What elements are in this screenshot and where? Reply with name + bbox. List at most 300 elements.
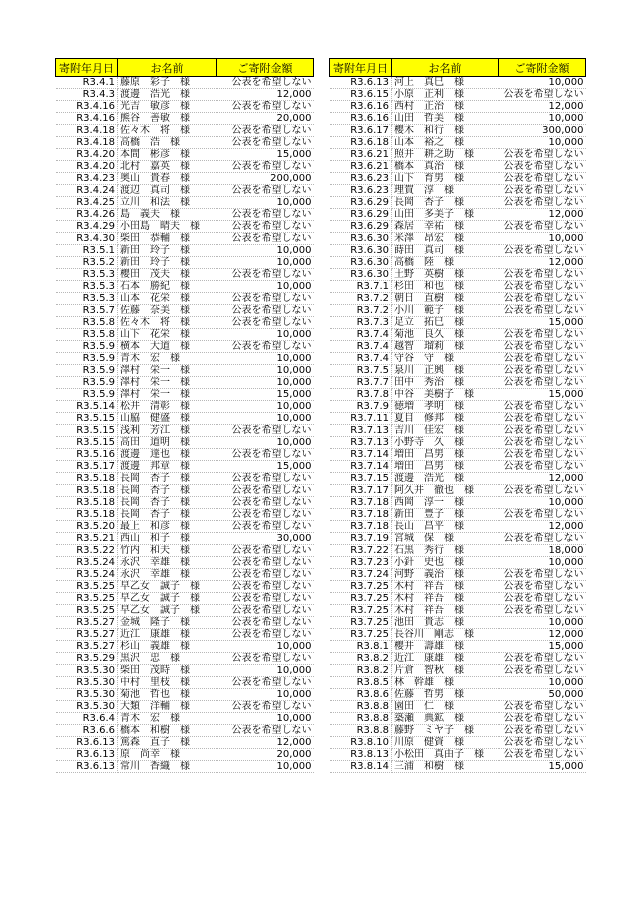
donor-name: 櫻木 和行 様 (392, 125, 499, 137)
donor-name: 菊池 良久 様 (392, 329, 499, 341)
table-row (56, 113, 314, 125)
table-row (330, 281, 586, 293)
donation-amount: 15,000 (499, 317, 586, 329)
table-row (56, 209, 314, 221)
donation-amount: 10,000 (217, 689, 314, 701)
donation-table-right (329, 58, 586, 773)
donor-name: 渡辺 真司 様 (118, 185, 217, 197)
donation-date: R3.7.25 (330, 593, 392, 605)
donation-amount: 公表を希望しない (499, 293, 586, 305)
donation-amount: 公表を希望しない (499, 749, 586, 761)
donor-name: 築瀬 典鉱 様 (392, 713, 499, 725)
donation-amount: 公表を希望しない (499, 149, 586, 161)
table-row (330, 521, 586, 533)
table-row (330, 245, 586, 257)
donor-name: 立川 和法 様 (118, 197, 217, 209)
table-row (330, 569, 586, 581)
donation-amount: 公表を希望しない (217, 617, 314, 629)
donation-date: R3.6.13 (56, 761, 118, 773)
donation-amount: 公表を希望しない (217, 485, 314, 497)
donation-date: R3.5.18 (56, 485, 118, 497)
table-row (56, 317, 314, 329)
donation-amount: 公表を希望しない (217, 605, 314, 617)
table-row (56, 305, 314, 317)
donation-amount: 10,000 (499, 233, 586, 245)
table-row (330, 173, 586, 185)
donor-name: 西村 正治 様 (392, 101, 499, 113)
donor-name: 木村 祥吾 様 (392, 593, 499, 605)
donation-amount: 公表を希望しない (217, 521, 314, 533)
donation-date: R3.6.30 (330, 245, 392, 257)
donation-amount: 公表を希望しない (217, 233, 314, 245)
donation-date: R3.6.30 (330, 233, 392, 245)
donor-name: 本間 彬彦 様 (118, 149, 217, 161)
header-row (330, 59, 586, 77)
table-row (56, 713, 314, 725)
table-row (330, 221, 586, 233)
donation-date: R3.6.4 (56, 713, 118, 725)
table-row (56, 137, 314, 149)
table-row (330, 593, 586, 605)
donation-amount: 公表を希望しない (217, 677, 314, 689)
table-row (330, 365, 586, 377)
donor-name: 杉田 和也 様 (392, 281, 499, 293)
donor-name: 増田 昌男 様 (392, 449, 499, 461)
donation-amount: 公表を希望しない (499, 509, 586, 521)
table-row (56, 77, 314, 89)
donation-amount: 公表を希望しない (217, 581, 314, 593)
donor-name: 原 尚幸 様 (118, 749, 217, 761)
donation-amount: 30,000 (217, 533, 314, 545)
donor-name: 蒔田 真司 様 (392, 245, 499, 257)
donation-amount: 公表を希望しない (499, 161, 586, 173)
donation-date: R3.6.29 (330, 197, 392, 209)
donor-name: 橋本 和樹 様 (118, 725, 217, 737)
donation-amount: 10,000 (217, 365, 314, 377)
table-row (56, 233, 314, 245)
donation-amount: 公表を希望しない (499, 437, 586, 449)
donation-date: R3.5.22 (56, 545, 118, 557)
donor-name: 長山 昌平 様 (392, 521, 499, 533)
donation-date: R3.8.2 (330, 665, 392, 677)
donation-amount: 公表を希望しない (217, 77, 314, 89)
donation-date: R3.6.13 (330, 77, 392, 89)
donor-name: 泉川 正興 様 (392, 365, 499, 377)
donation-date: R3.6.29 (330, 209, 392, 221)
table-row (56, 173, 314, 185)
donation-amount: 15,000 (499, 641, 586, 653)
table-row (56, 473, 314, 485)
donation-amount: 50,000 (499, 689, 586, 701)
donation-amount: 12,000 (499, 257, 586, 269)
donor-name: 櫻田 茂夫 様 (118, 269, 217, 281)
donor-name: 小松田 真由子 様 (392, 749, 499, 761)
donor-name: 高橋 陸 様 (392, 257, 499, 269)
donation-amount: 10,000 (217, 401, 314, 413)
donation-date: R3.4.20 (56, 149, 118, 161)
donor-name: 米澤 昂宏 様 (392, 233, 499, 245)
table-row (330, 605, 586, 617)
table-row (56, 101, 314, 113)
table-row (330, 101, 586, 113)
donation-amount: 12,000 (499, 629, 586, 641)
donation-date: R3.7.18 (330, 497, 392, 509)
table-row (56, 437, 314, 449)
donation-amount: 公表を希望しない (217, 629, 314, 641)
donor-name: 澤村 栄一 様 (118, 389, 217, 401)
donation-amount: 12,000 (217, 737, 314, 749)
donation-amount: 公表を希望しない (499, 533, 586, 545)
donation-amount: 公表を希望しない (499, 197, 586, 209)
donor-name: 大類 洋輔 様 (118, 701, 217, 713)
table-row (56, 545, 314, 557)
table-row (330, 617, 586, 629)
donor-name: 阿久井 徹也 様 (392, 485, 499, 497)
donor-name: 山田 多美子 様 (392, 209, 499, 221)
table-row (56, 365, 314, 377)
donor-name: 藤原 彩子 様 (118, 77, 217, 89)
donor-name: 田中 秀治 様 (392, 377, 499, 389)
donation-date: R3.5.15 (56, 425, 118, 437)
donation-date: R3.5.25 (56, 593, 118, 605)
donation-date: R3.6.29 (330, 221, 392, 233)
table-row (330, 413, 586, 425)
donation-date: R3.5.15 (56, 437, 118, 449)
donation-date: R3.7.13 (330, 437, 392, 449)
donor-name: 小川 範子 様 (392, 305, 499, 317)
donation-amount: 公表を希望しない (499, 329, 586, 341)
donor-name: 吉川 佳宏 様 (392, 425, 499, 437)
donation-date: R3.5.18 (56, 473, 118, 485)
donation-amount: 15,000 (217, 149, 314, 161)
donor-name: 木村 祥吾 様 (392, 605, 499, 617)
table-row (56, 329, 314, 341)
table-row (330, 233, 586, 245)
donation-amount: 公表を希望しない (217, 221, 314, 233)
table-row (330, 329, 586, 341)
donor-name: 柴田 茂時 様 (118, 665, 217, 677)
donation-date: R3.6.21 (330, 149, 392, 161)
donation-amount: 公表を希望しない (217, 701, 314, 713)
donation-date: R3.5.17 (56, 461, 118, 473)
donation-amount: 公表を希望しない (499, 89, 586, 101)
header-name: お名前 (118, 59, 217, 77)
table-row (330, 677, 586, 689)
donation-amount: 公表を希望しない (217, 137, 314, 149)
donation-amount: 公表を希望しない (499, 461, 586, 473)
donation-date: R3.7.5 (330, 365, 392, 377)
donor-name: 澤村 栄一 様 (118, 365, 217, 377)
table-row (330, 269, 586, 281)
table-row (330, 581, 586, 593)
donor-name: 片倉 智秋 様 (392, 665, 499, 677)
donor-name: 池田 貴志 様 (392, 617, 499, 629)
donation-amount: 公表を希望しない (217, 185, 314, 197)
donation-amount: 公表を希望しない (499, 581, 586, 593)
donation-amount: 公表を希望しない (217, 317, 314, 329)
donor-name: 菊池 哲也 様 (118, 689, 217, 701)
donation-date: R3.5.30 (56, 689, 118, 701)
donation-amount: 公表を希望しない (499, 713, 586, 725)
donation-date: R3.5.3 (56, 293, 118, 305)
donor-name: 河上 真巳 様 (392, 77, 499, 89)
table-row (56, 617, 314, 629)
donor-name: 小原 正利 様 (392, 89, 499, 101)
donor-name: 松井 清彰 様 (118, 401, 217, 413)
donation-date: R3.7.18 (330, 521, 392, 533)
table-row (56, 497, 314, 509)
donation-amount: 公表を希望しない (499, 569, 586, 581)
table-row (56, 245, 314, 257)
donation-amount: 公表を希望しない (499, 485, 586, 497)
donation-amount: 10,000 (217, 281, 314, 293)
donation-amount: 10,000 (499, 77, 586, 89)
donor-name: 理賀 淳 様 (392, 185, 499, 197)
table-row (56, 89, 314, 101)
donor-name: 夏目 修邦 様 (392, 413, 499, 425)
donation-date: R3.7.2 (330, 305, 392, 317)
donation-date: R3.5.25 (56, 581, 118, 593)
donation-date: R3.8.13 (330, 749, 392, 761)
donor-name: 山本 花栄 様 (118, 293, 217, 305)
donation-amount: 公表を希望しない (217, 425, 314, 437)
donation-date: R3.6.13 (56, 749, 118, 761)
donor-name: 奥山 貴春 様 (118, 173, 217, 185)
donation-date: R3.6.6 (56, 725, 118, 737)
donor-name: 藤野 ミヤ子 様 (392, 725, 499, 737)
donation-amount: 公表を希望しない (499, 221, 586, 233)
donation-amount: 300,000 (499, 125, 586, 137)
donation-date: R3.7.25 (330, 629, 392, 641)
donation-date: R3.6.18 (330, 137, 392, 149)
table-row (330, 389, 586, 401)
donor-name: 金城 隆子 様 (118, 617, 217, 629)
donation-amount: 公表を希望しない (499, 401, 586, 413)
donation-amount: 10,000 (217, 413, 314, 425)
table-row (56, 605, 314, 617)
donation-date: R3.5.30 (56, 677, 118, 689)
donor-name: 小野寺 久 様 (392, 437, 499, 449)
donation-date: R3.8.2 (330, 653, 392, 665)
donation-amount: 公表を希望しない (217, 449, 314, 461)
donation-amount: 10,000 (217, 377, 314, 389)
donation-date: R3.7.25 (330, 581, 392, 593)
table-row (56, 425, 314, 437)
donation-date: R3.4.25 (56, 197, 118, 209)
table-row (56, 677, 314, 689)
donor-name: 西山 和子 様 (118, 533, 217, 545)
donation-date: R3.8.1 (330, 641, 392, 653)
donation-date: R3.5.18 (56, 497, 118, 509)
donation-date: R3.5.29 (56, 653, 118, 665)
table-row (56, 221, 314, 233)
table-row (330, 641, 586, 653)
table-row (56, 557, 314, 569)
donation-amount: 10,000 (499, 617, 586, 629)
donor-name: 西岡 淳一 様 (392, 497, 499, 509)
donor-name: 近江 康雄 様 (118, 629, 217, 641)
donation-amount: 18,000 (499, 545, 586, 557)
donor-name: 新田 玲子 様 (118, 245, 217, 257)
donation-date: R3.8.8 (330, 713, 392, 725)
donor-name: 川原 健資 様 (392, 737, 499, 749)
donor-name: 早乙女 誠子 様 (118, 605, 217, 617)
donor-name: 竹内 和夫 様 (118, 545, 217, 557)
donation-amount: 10,000 (217, 761, 314, 773)
donation-amount: 15,000 (217, 461, 314, 473)
table-row (330, 497, 586, 509)
donor-name: 島 義夫 様 (118, 209, 217, 221)
table-row (56, 749, 314, 761)
donation-amount: 公表を希望しない (499, 425, 586, 437)
donation-amount: 公表を希望しない (499, 281, 586, 293)
donor-name: 園田 仁 様 (392, 701, 499, 713)
donor-name: 永沢 幸雄 様 (118, 569, 217, 581)
donation-amount: 公表を希望しない (499, 653, 586, 665)
donation-date: R3.5.1 (56, 245, 118, 257)
donation-date: R3.5.7 (56, 305, 118, 317)
donation-date: R3.7.18 (330, 509, 392, 521)
donor-name: 篤森 直子 様 (118, 737, 217, 749)
donation-date: R3.5.8 (56, 329, 118, 341)
table-row (330, 557, 586, 569)
donor-name: 徳増 孝明 様 (392, 401, 499, 413)
donation-date: R3.5.30 (56, 665, 118, 677)
donor-name: 朝日 直樹 様 (392, 293, 499, 305)
donation-date: R3.5.8 (56, 317, 118, 329)
header-date: 寄附年月日 (56, 59, 118, 77)
table-row (56, 593, 314, 605)
donation-amount: 10,000 (217, 641, 314, 653)
donation-date: R3.5.27 (56, 641, 118, 653)
donor-name: 常川 香織 様 (118, 761, 217, 773)
table-row (330, 665, 586, 677)
donation-amount: 公表を希望しない (499, 185, 586, 197)
donor-name: 高田 道明 様 (118, 437, 217, 449)
table-row (330, 149, 586, 161)
donation-amount: 15,000 (217, 389, 314, 401)
donation-date: R3.5.3 (56, 281, 118, 293)
donation-date: R3.5.18 (56, 509, 118, 521)
table-row (56, 281, 314, 293)
donation-amount: 15,000 (499, 761, 586, 773)
table-row (330, 185, 586, 197)
donation-date: R3.7.15 (330, 473, 392, 485)
donor-name: 山下 育男 様 (392, 173, 499, 185)
donor-name: 守谷 守 様 (392, 353, 499, 365)
donor-name: 佐々木 将 様 (118, 125, 217, 137)
table-row (56, 197, 314, 209)
donation-date: R3.5.24 (56, 569, 118, 581)
donor-name: 木村 祥吾 様 (392, 581, 499, 593)
table-row (330, 89, 586, 101)
donation-date: R3.5.21 (56, 533, 118, 545)
donation-date: R3.7.2 (330, 293, 392, 305)
donation-date: R3.4.16 (56, 101, 118, 113)
donation-date: R3.4.20 (56, 161, 118, 173)
donor-name: 宮城 保 様 (392, 533, 499, 545)
donation-amount: 12,000 (217, 89, 314, 101)
donation-date: R3.6.16 (330, 113, 392, 125)
table-row (330, 425, 586, 437)
table-row (330, 713, 586, 725)
donation-date: R3.7.19 (330, 533, 392, 545)
donor-name: 黒沢 忠 様 (118, 653, 217, 665)
donation-date: R3.5.30 (56, 701, 118, 713)
donation-date: R3.5.27 (56, 617, 118, 629)
donation-amount: 10,000 (499, 137, 586, 149)
donation-date: R3.7.22 (330, 545, 392, 557)
table-row (330, 725, 586, 737)
donation-amount: 公表を希望しない (499, 737, 586, 749)
donation-date: R3.7.24 (330, 569, 392, 581)
donation-date: R3.4.23 (56, 173, 118, 185)
donation-date: R3.7.14 (330, 449, 392, 461)
donation-date: R3.5.2 (56, 257, 118, 269)
donation-date: R3.4.18 (56, 137, 118, 149)
donation-amount: 10,000 (217, 353, 314, 365)
donation-date: R3.7.13 (330, 425, 392, 437)
header-name: お名前 (392, 59, 499, 77)
donor-name: 照井 耕之助 様 (392, 149, 499, 161)
donor-name: 土野 英樹 様 (392, 269, 499, 281)
donation-amount: 公表を希望しない (217, 125, 314, 137)
table-row (330, 737, 586, 749)
donation-amount: 12,000 (499, 101, 586, 113)
donation-date: R3.5.15 (56, 413, 118, 425)
table-row (330, 377, 586, 389)
table-row (330, 689, 586, 701)
donation-date: R3.7.9 (330, 401, 392, 413)
donation-date: R3.4.24 (56, 185, 118, 197)
donation-date: R3.7.11 (330, 413, 392, 425)
table-row (56, 149, 314, 161)
donor-name: 佐藤 奈美 様 (118, 305, 217, 317)
donor-name: 長岡 杏子 様 (118, 497, 217, 509)
donor-name: 渡邊 浩光 様 (392, 473, 499, 485)
donation-date: R3.8.5 (330, 677, 392, 689)
table-row (56, 269, 314, 281)
donation-date: R3.7.3 (330, 317, 392, 329)
table-row (330, 509, 586, 521)
donation-date: R3.5.20 (56, 521, 118, 533)
donor-name: 長岡 杏子 様 (118, 473, 217, 485)
donation-amount: 公表を希望しない (217, 545, 314, 557)
table-row (56, 737, 314, 749)
table-row (56, 653, 314, 665)
donation-amount: 公表を希望しない (217, 557, 314, 569)
donation-amount: 公表を希望しない (499, 377, 586, 389)
table-row (56, 581, 314, 593)
header-date: 寄附年月日 (330, 59, 392, 77)
donation-amount: 公表を希望しない (217, 497, 314, 509)
donation-date: R3.4.3 (56, 89, 118, 101)
donation-amount: 公表を希望しない (499, 605, 586, 617)
donor-name: 佐藤 哲男 様 (392, 689, 499, 701)
donation-date: R3.5.3 (56, 269, 118, 281)
donor-name: 河野 義治 様 (392, 569, 499, 581)
donor-name: 石黒 秀行 様 (392, 545, 499, 557)
donation-date: R3.6.17 (330, 125, 392, 137)
table-row (56, 689, 314, 701)
table-row (330, 257, 586, 269)
donor-name: 佐々木 将 様 (118, 317, 217, 329)
table-row (330, 401, 586, 413)
donation-amount: 公表を希望しない (217, 473, 314, 485)
table-row (56, 521, 314, 533)
donation-date: R3.7.1 (330, 281, 392, 293)
table-row (330, 341, 586, 353)
